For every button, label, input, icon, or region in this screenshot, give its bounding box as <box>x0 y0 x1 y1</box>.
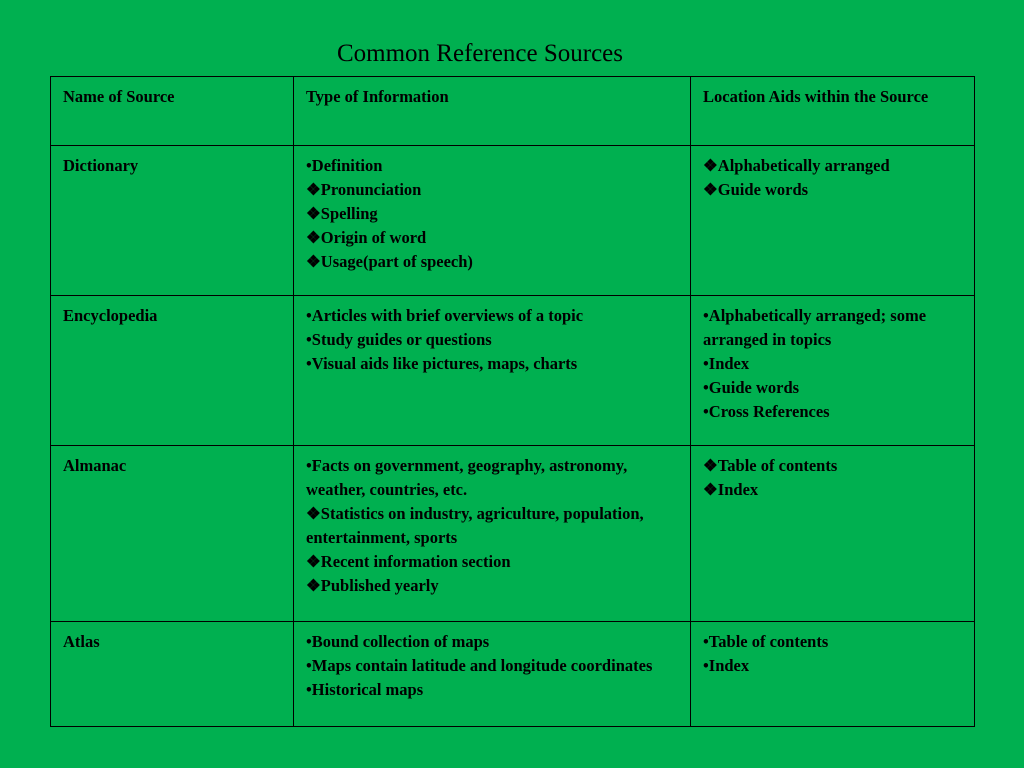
bullet-diamond: ❖ <box>703 156 718 175</box>
bullet-diamond: ❖ <box>306 252 321 271</box>
aid-item <box>703 352 962 376</box>
info-item <box>306 574 678 598</box>
source-name-cell: Atlas <box>51 622 294 727</box>
aid-item <box>703 454 962 478</box>
info-item-text: Facts on government, geography, astronomy, weather, countries, etc. <box>306 456 628 499</box>
aid-item <box>703 304 962 352</box>
aids-cell <box>691 296 975 446</box>
bullet-diamond: ❖ <box>703 456 718 475</box>
bullet-dot: • <box>306 680 312 699</box>
info-item <box>306 630 678 654</box>
aid-item <box>703 154 962 178</box>
info-item-text: Recent information section <box>320 552 511 571</box>
bullet-dot: • <box>306 330 312 349</box>
info-item-text: Bound collection of maps <box>311 632 490 651</box>
table-header-row <box>51 77 975 146</box>
info-item-text: Spelling <box>320 204 378 223</box>
header-location-aids: Location Aids within the Source <box>691 77 975 146</box>
aid-item-text: Alphabetically arranged <box>717 156 890 175</box>
info-item <box>306 654 678 678</box>
source-name-cell: Dictionary <box>51 146 294 296</box>
bullet-dot: • <box>306 156 312 175</box>
info-cell <box>294 622 691 727</box>
info-item-text: Published yearly <box>320 576 439 595</box>
info-item <box>306 226 678 250</box>
bullet-diamond: ❖ <box>306 180 321 199</box>
table-row-encyclopedia <box>51 296 975 446</box>
info-item <box>306 352 678 376</box>
bullet-dot: • <box>703 378 709 397</box>
table-row-atlas <box>51 622 975 727</box>
aids-cell <box>691 146 975 296</box>
info-item-text: Historical maps <box>311 680 424 699</box>
info-item-text: Statistics on industry, agriculture, population, entertainment, sports <box>306 504 644 547</box>
bullet-dot: • <box>306 456 312 475</box>
aid-item-text: Guide words <box>717 180 809 199</box>
info-item <box>306 550 678 574</box>
bullet-diamond: ❖ <box>306 552 321 571</box>
slide-title: Common Reference Sources <box>336 40 624 67</box>
aid-item <box>703 178 962 202</box>
info-item-text: Visual aids like pictures, maps, charts <box>311 354 578 373</box>
bullet-diamond: ❖ <box>306 576 321 595</box>
bullet-diamond: ❖ <box>306 228 321 247</box>
info-item <box>306 454 678 502</box>
aid-item-text: Index <box>708 354 750 373</box>
table-row-almanac <box>51 446 975 622</box>
info-item <box>306 304 678 328</box>
aids-cell <box>691 446 975 622</box>
info-item-text: Maps contain latitude and longitude coordinates <box>311 656 653 675</box>
table-row-dictionary <box>51 146 975 296</box>
bullet-diamond: ❖ <box>703 180 718 199</box>
source-name-cell: Encyclopedia <box>51 296 294 446</box>
aid-item-text: Table of contents <box>717 456 838 475</box>
bullet-dot: • <box>306 354 312 373</box>
info-item <box>306 202 678 226</box>
bullet-diamond: ❖ <box>703 480 718 499</box>
info-cell <box>294 446 691 622</box>
aid-item-text: Table of contents <box>708 632 829 651</box>
header-type-of-information: Type of Information <box>294 77 691 146</box>
info-item <box>306 250 678 274</box>
aid-item-text: Index <box>717 480 759 499</box>
aid-item <box>703 376 962 400</box>
aid-item-text: Guide words <box>708 378 800 397</box>
bullet-dot: • <box>306 306 312 325</box>
bullet-dot: • <box>703 402 709 421</box>
info-cell <box>294 296 691 446</box>
info-item <box>306 678 678 702</box>
aid-item-text: Cross References <box>708 402 830 421</box>
aid-item <box>703 654 962 678</box>
reference-sources-table <box>50 76 975 727</box>
info-item-text: Origin of word <box>320 228 427 247</box>
bullet-diamond: ❖ <box>306 204 321 223</box>
aid-item <box>703 400 962 424</box>
source-name-cell: Almanac <box>51 446 294 622</box>
header-name-of-source: Name of Source <box>51 77 294 146</box>
info-cell <box>294 146 691 296</box>
bullet-diamond: ❖ <box>306 504 321 523</box>
bullet-dot: • <box>703 656 709 675</box>
aid-item-text: Alphabetically arranged; some arranged in topics <box>703 306 927 349</box>
bullet-dot: • <box>703 632 709 651</box>
info-item <box>306 154 678 178</box>
info-item <box>306 328 678 352</box>
info-item-text: Definition <box>311 156 383 175</box>
aid-item <box>703 630 962 654</box>
bullet-dot: • <box>703 354 709 373</box>
info-item-text: Usage(part of speech) <box>320 252 473 271</box>
aid-item-text: Index <box>708 656 750 675</box>
info-item-text: Articles with brief overviews of a topic <box>311 306 584 325</box>
bullet-dot: • <box>703 306 709 325</box>
bullet-dot: • <box>306 656 312 675</box>
info-item <box>306 502 678 550</box>
aid-item <box>703 478 962 502</box>
info-item <box>306 178 678 202</box>
bullet-dot: • <box>306 632 312 651</box>
info-item-text: Study guides or questions <box>311 330 492 349</box>
info-item-text: Pronunciation <box>320 180 422 199</box>
aids-cell <box>691 622 975 727</box>
